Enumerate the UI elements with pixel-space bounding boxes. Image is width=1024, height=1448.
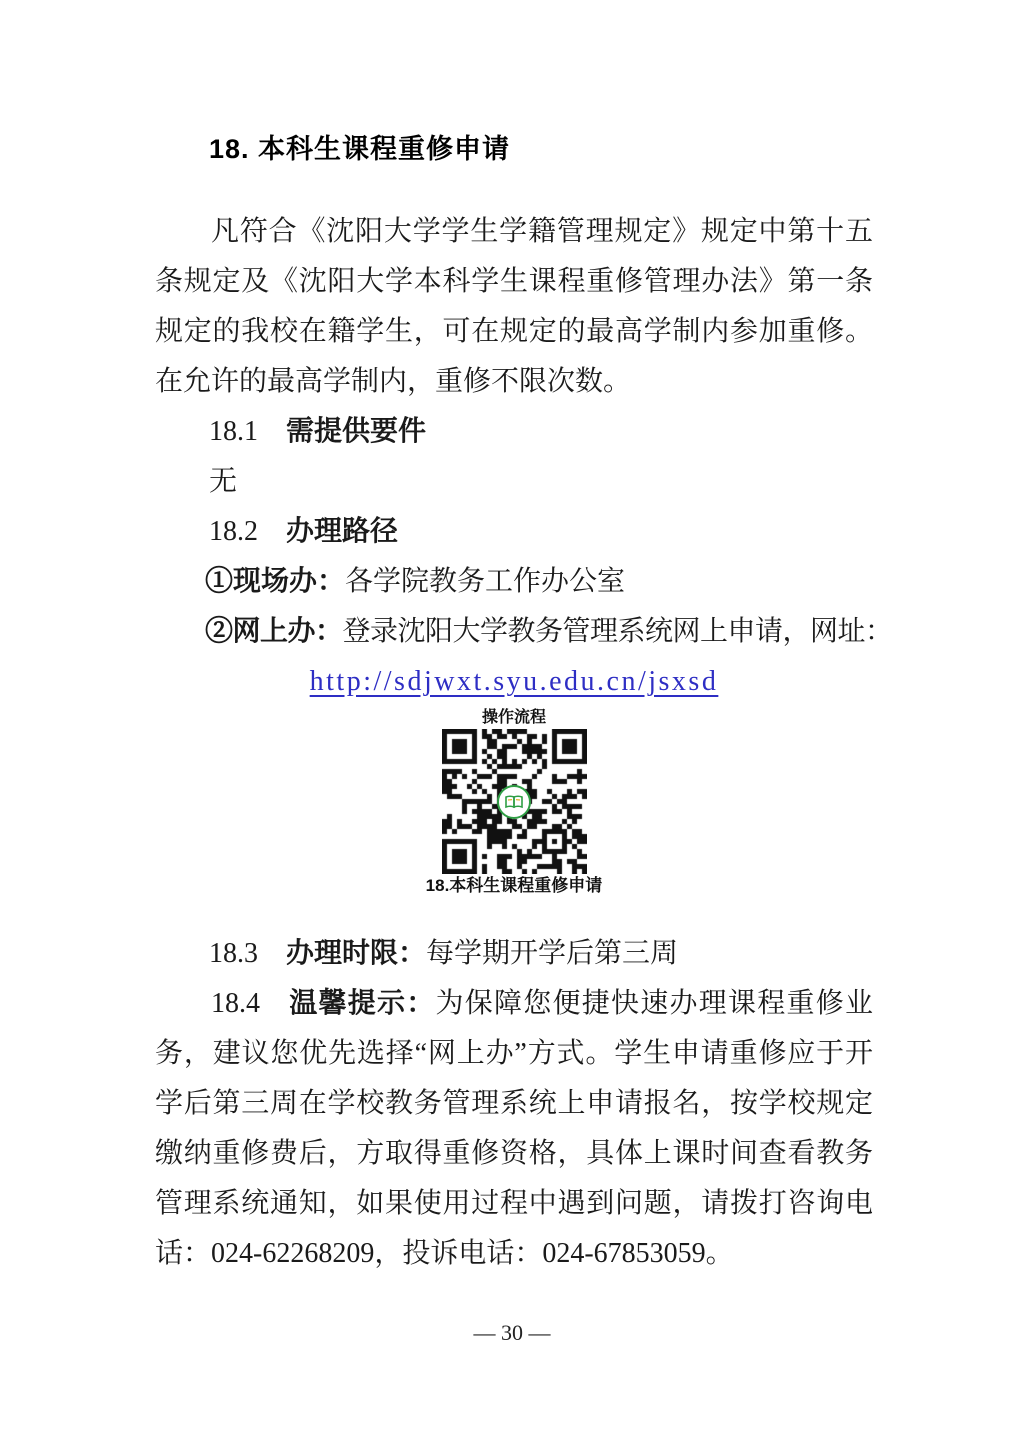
url-line bbox=[155, 657, 873, 707]
subsection-number: 18.3 bbox=[209, 938, 258, 969]
subsection-18-1 bbox=[155, 407, 873, 457]
qr-code bbox=[442, 729, 587, 874]
subsection-label: 办理时限： bbox=[286, 938, 427, 969]
subsection-number: 18.1 bbox=[209, 416, 258, 447]
onsite-option-label: ①现场办： bbox=[205, 566, 346, 597]
qr-top-label: 操作流程 bbox=[481, 709, 546, 726]
subsection-label: 需提供要件 bbox=[286, 416, 427, 447]
section-heading: 18. 本科生课程重修申请 bbox=[209, 134, 511, 164]
page-number: — 30 — bbox=[473, 1320, 551, 1345]
subsection-18-1-body bbox=[155, 457, 873, 507]
intro-paragraph: 凡符合《沈阳大学学生学籍管理规定》规定中第十五条规定及《沈阳大学本科学生课程重修管理办法》第一条规定的我校在籍学生，可在规定的最高学制内参加重修。在允许的最高学制内，重修不限次数。 bbox=[155, 216, 873, 397]
onsite-option-text: 各学院教务工作办公室 bbox=[345, 566, 626, 597]
qr-block bbox=[155, 707, 873, 898]
online-option-label: ②网上办： bbox=[205, 616, 343, 647]
subsection-number: 18.4 bbox=[211, 988, 260, 1019]
qr-center-logo bbox=[497, 785, 531, 819]
subsection-18-4-paragraph bbox=[155, 979, 873, 1279]
qr-bottom-label: 18.本科生课程重修申请 bbox=[425, 876, 603, 895]
online-option-text: 登录沈阳大学教务管理系统网上申请，网址： bbox=[342, 616, 893, 647]
subsection-label: 办理路径 bbox=[286, 516, 399, 547]
jwxt-link[interactable]: http://sdjwxt.syu.edu.cn/jsxsd bbox=[309, 666, 719, 697]
tips-text: 为保障您便捷快速办理课程重修业务，建议您优先选择“网上办”方式。学生申请重修应于开学后第三周在学校教务管理系统上申请报名，按学校规定缴纳重修费后，方取得重修资格，具体上课时间查看教务管理系统通知，如果使用过程中遇到问题，请拨打咨询电话：024-62268209，投诉电话：024-67853059。 bbox=[155, 988, 873, 1269]
subsection-18-3 bbox=[155, 929, 873, 979]
onsite-option-line bbox=[155, 557, 873, 607]
requirement-text: 无 bbox=[209, 466, 238, 497]
page-content bbox=[155, 0, 893, 1279]
subsection-label: 温馨提示： bbox=[288, 988, 436, 1019]
subsection-number: 18.2 bbox=[209, 516, 258, 547]
deadline-text: 每学期开学后第三周 bbox=[426, 938, 679, 969]
qr-logo-book-icon bbox=[504, 792, 524, 812]
subsection-18-2 bbox=[155, 507, 873, 557]
online-option-line bbox=[155, 607, 893, 657]
